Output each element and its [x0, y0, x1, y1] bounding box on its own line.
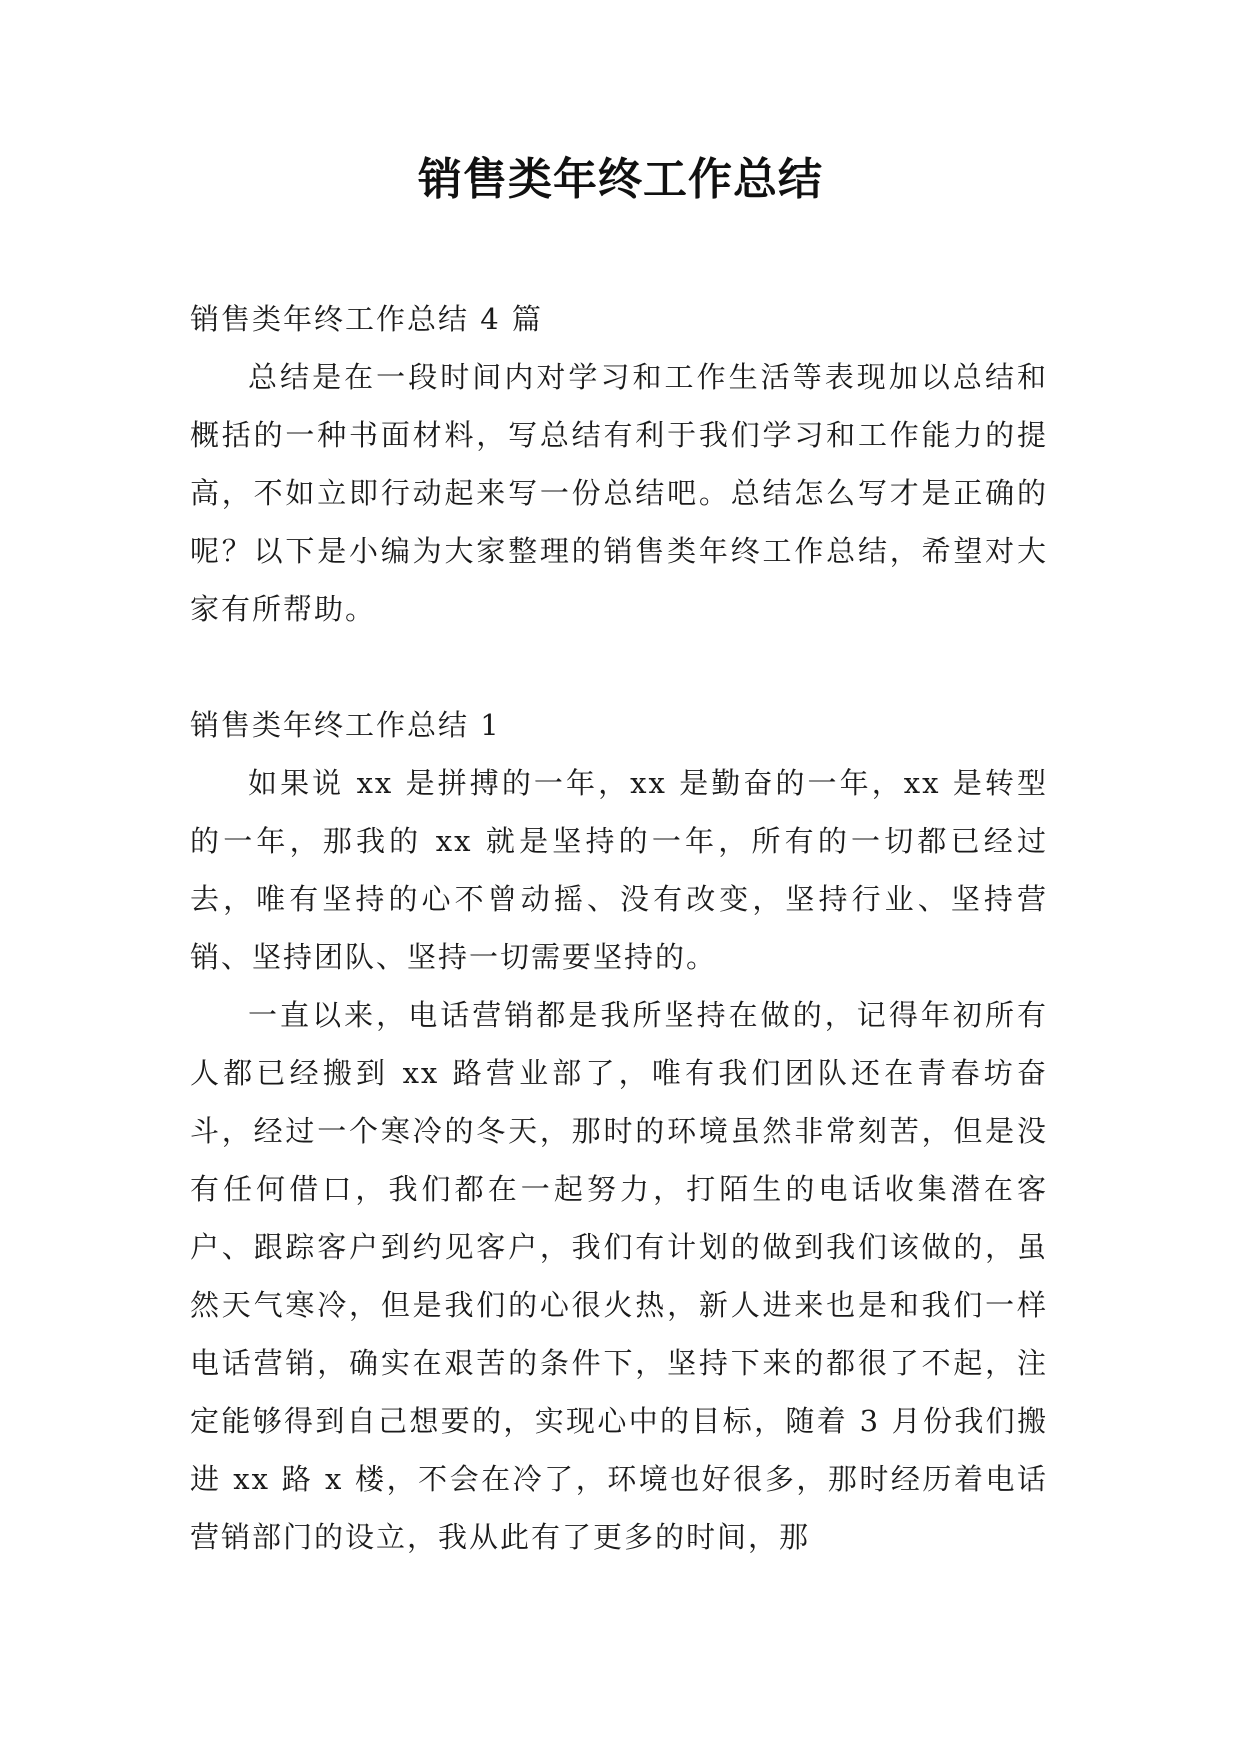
section-spacer — [190, 638, 1048, 696]
section-paragraph-1: 如果说 xx 是拼搏的一年，xx 是勤奋的一年，xx 是转型的一年，那我的 xx 就是坚持的一年，所有的一切都已经过去，唯有坚持的心不曾动摇、没有改变，坚持行业、坚持营销、坚持团队、坚持一切需要坚持的。 — [190, 766, 1048, 974]
intro-paragraph: 总结是在一段时间内对学习和工作生活等表现加以总结和概括的一种书面材料，写总结有利于我们学习和工作能力的提高，不如立即行动起来写一份总结吧。总结怎么写才是正确的呢？以下是小编为大家整理的销售类年终工作总结，希望对大家有所帮助。 — [190, 360, 1048, 626]
document-title: 销售类年终工作总结 — [418, 154, 823, 205]
intro-heading: 销售类年终工作总结 4 篇 — [190, 302, 543, 336]
section-paragraph-2: 一直以来，电话营销都是我所坚持在做的，记得年初所有人都已经搬到 xx 路营业部了，唯有我们团队还在青春坊奋斗，经过一个寒冷的冬天，那时的环境虽然非常刻苦，但是没有任何借口，我们都在一起努力，打陌生的电话收集潜在客户、跟踪客户到约见客户，我们有计划的做到我们该做的，虽然天气寒冷，但是我们的心很火热，新人进来也是和我们一样电话营销，确实在艰苦的条件下，坚持下来的都很了不起，注定能够得到自己想要的，实现心中的目标，随着 3 月份我们搬进 xx 路 x 楼，不会在冷了，环境也好很多，那时经历着电话营销部门的设立，我从此有了更多的时间，那 — [190, 998, 1048, 1554]
document-body — [190, 290, 1048, 1566]
section-heading: 销售类年终工作总结 1 — [190, 708, 501, 742]
